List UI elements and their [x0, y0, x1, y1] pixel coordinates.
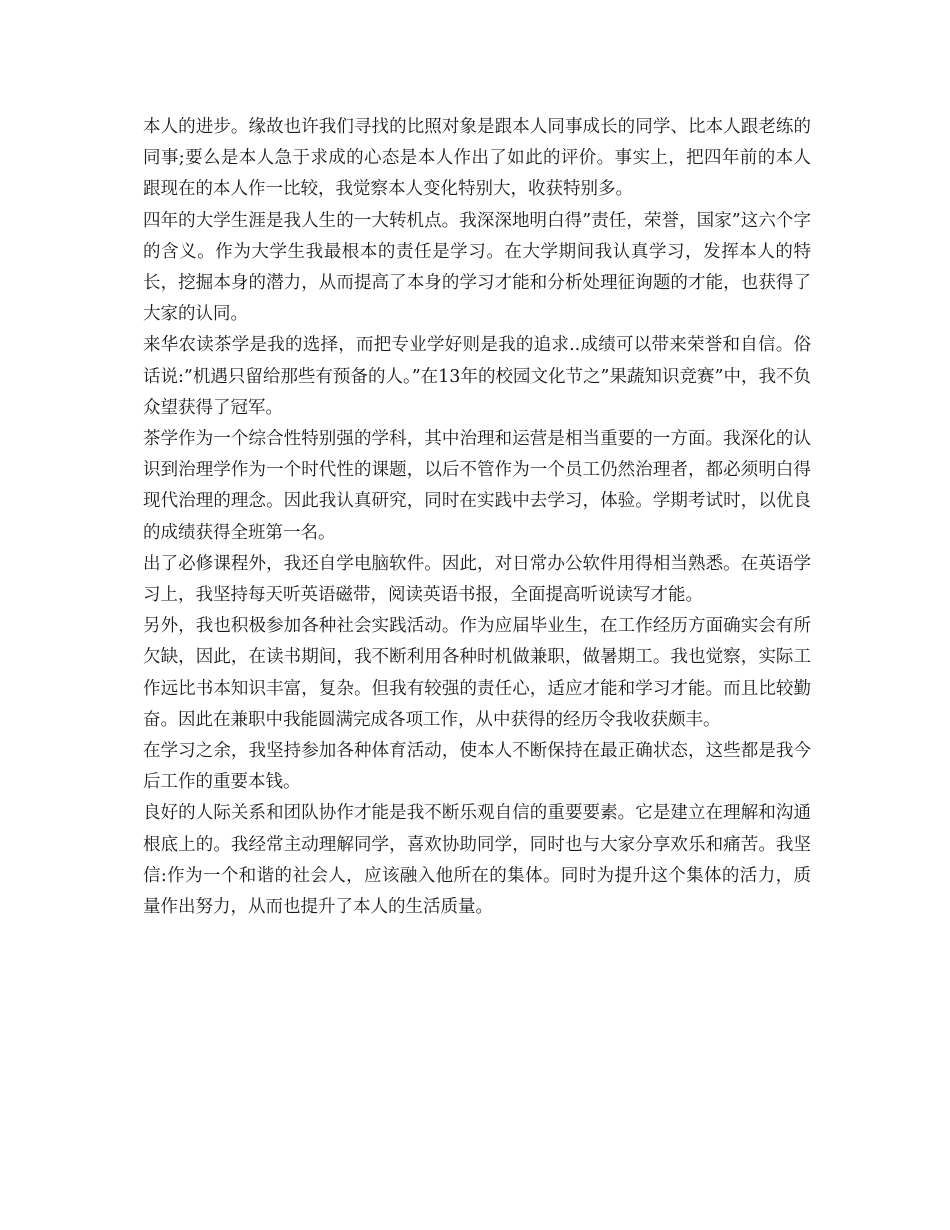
- paragraph-social-practice: 另外，我也积极参加各种社会实践活动。作为应届毕业生，在工作经历方面确实会有所欠缺，因此，在读书期间，我不断利用各种时机做兼职，做暑期工。我也觉察，实际工作远比书本知识丰富，复杂。但我有较强的责任心，适应才能和学习才能。而且比较勤奋。因此在兼职中我能圆满完成各项工作，从中获得的经历令我收获颇丰。: [143, 616, 811, 730]
- paragraph-university-life: 四年的大学生涯是我人生的一大转机点。我深深地明白得”责任，荣誉，国家”这六个字的含义。作为大学生我最根本的责任是学习。在大学期间我认真学习，发挥本人的特长，挖掘本身的潜力，从而提高了本身的学习才能和分析处理征询题的才能，也获得了大家的认同。: [143, 210, 811, 325]
- paragraph-tea-major: 来华农读茶学是我的选择，而把专业学好则是我的追求..成绩可以带来荣誉和自信。俗话说:”机遇只留给那些有预备的人。”在13年的校园文化节之”果蔬知识竞赛”中，我不负众望获得了冠军。: [143, 335, 811, 418]
- document-page: [143, 112, 811, 923]
- paragraph-progress: 本人的进步。缘故也许我们寻找的比照对象是跟本人同事成长的同学、比本人跟老练的同事;要么是本人急于求成的心态是本人作出了如此的评价。事实上，把四年前的本人跟现在的本人作一比较，我觉察本人变化特别大，收获特别多。: [143, 117, 811, 200]
- paragraph-self-study: 出了必修课程外，我还自学电脑软件。因此，对日常办公软件用得相当熟悉。在英语学习上，我坚持每天听英语磁带，阅读英语书报，全面提高听说读写才能。: [143, 553, 811, 606]
- paragraph-sports: 在学习之余，我坚持参加各种体育活动，使本人不断保持在最正确状态，这些都是我今后工作的重要本钱。: [143, 741, 811, 793]
- paragraph-teamwork: 良好的人际关系和团队协作才能是我不断乐观自信的重要要素。它是建立在理解和沟通根底上的。我经常主动理解同学，喜欢协助同学，同时也与大家分享欢乐和痛苦。我坚信:作为一个和谐的社会人，应该融入他所在的集体。同时为提升这个集体的活力，质量作出努力，从而也提升了本人的生活质量。: [143, 803, 811, 918]
- paragraph-management: 茶学作为一个综合性特别强的学科，其中治理和运营是相当重要的一方面。我深化的认识到治理学作为一个时代性的课题，以后不管作为一个员工仍然治理者，都必须明白得现代治理的理念。因此我认真研究，同时在实践中去学习，体验。学期考试时，以优良的成绩获得全班第一名。: [143, 429, 811, 543]
